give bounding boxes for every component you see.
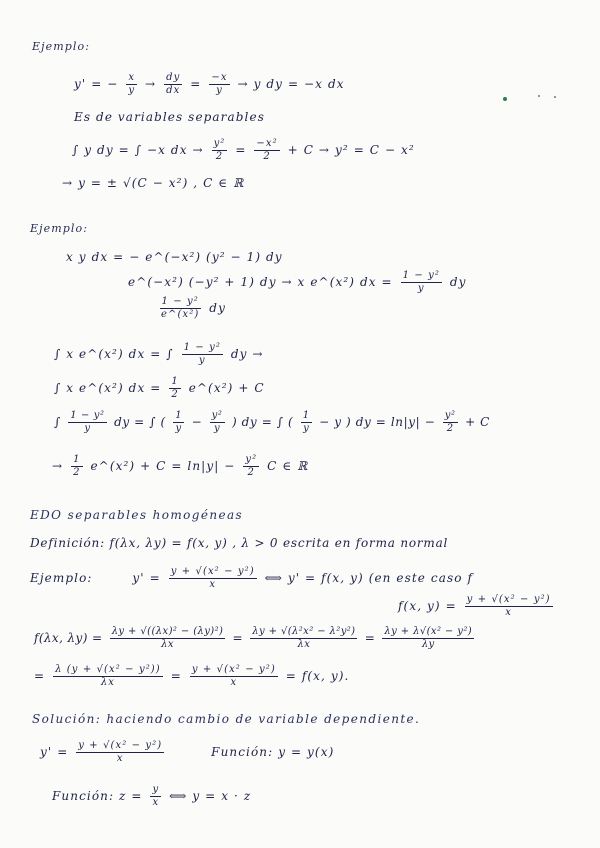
fraction	[126, 72, 137, 97]
fraction	[159, 296, 201, 321]
fraction	[210, 410, 225, 435]
text-segment: y' = −	[74, 77, 119, 91]
fraction	[209, 72, 229, 97]
denominator: 2	[446, 423, 454, 434]
numerator: y	[152, 784, 160, 795]
ex2-line7	[52, 454, 308, 479]
fraction	[150, 784, 161, 809]
text-segment: dy = ∫ (	[114, 415, 166, 429]
fraction	[401, 270, 442, 295]
numerator: λy + λ√(x² − y²)	[384, 626, 473, 637]
numerator: y²	[444, 410, 456, 421]
denominator: y	[303, 423, 310, 434]
numerator: x	[128, 72, 136, 83]
text-segment: ∫ x e^(x²) dx =	[54, 381, 162, 395]
numerator: y + √(x² − y²)	[466, 594, 551, 605]
denominator: y	[128, 85, 136, 96]
text-segment: e^(x²) + C = ln|y| −	[90, 459, 236, 473]
edo-example-line	[30, 566, 473, 591]
text-segment: f(x, y) =	[398, 599, 457, 613]
solution-heading: Solución: haciendo cambio de variable dependiente.	[32, 712, 421, 726]
text-segment: =	[232, 631, 243, 645]
ex2-line6	[54, 410, 490, 435]
fraction	[212, 138, 228, 163]
text-segment: y' =	[40, 745, 69, 759]
text-segment: =	[170, 669, 182, 683]
fraction	[465, 594, 553, 619]
fraction	[250, 626, 357, 651]
ex2-line2	[128, 270, 467, 295]
text-segment: Ejemplo:	[30, 571, 93, 585]
fraction	[110, 626, 226, 651]
fraction	[68, 410, 106, 435]
denominator: x	[152, 797, 160, 808]
denominator: λx	[100, 677, 116, 688]
text-segment: ∫	[54, 415, 61, 429]
text-segment: ⟺ y' = f(x, y) (en este caso f	[264, 571, 474, 585]
denominator: y	[198, 355, 206, 366]
example2-heading: Ejemplo:	[30, 222, 89, 235]
denominator: λy	[421, 639, 435, 650]
numerator: y²	[213, 138, 226, 149]
fraction	[443, 410, 458, 435]
denominator: 2	[247, 467, 255, 478]
ink-fleck	[554, 96, 556, 98]
numerator: 1	[73, 454, 81, 465]
edo-fxy-definition	[398, 594, 556, 619]
numerator: 1	[302, 410, 310, 421]
numerator: 1 − y²	[402, 270, 440, 281]
ink-dot	[503, 97, 507, 101]
fraction	[190, 664, 278, 689]
text-segment: →	[145, 77, 157, 91]
denominator: 2	[215, 151, 224, 162]
edo-definition: Definición: f(λx, λy) = f(x, y) , λ > 0 escrita en forma normal	[30, 536, 449, 550]
numerator: 1	[175, 410, 183, 421]
numerator: λy + √(λ²x² − λ²y²)	[252, 626, 356, 637]
example1-heading: Ejemplo:	[32, 40, 91, 53]
text-segment: dy	[209, 301, 226, 315]
denominator: λx	[161, 639, 174, 650]
ink-fleck	[538, 95, 540, 97]
fraction	[382, 626, 474, 651]
text-segment: dy →	[230, 347, 264, 361]
text-segment: Función: y = y(x)	[211, 745, 335, 759]
fraction	[53, 664, 163, 689]
text-segment: ∫ y dy = ∫ −x dx →	[72, 143, 204, 157]
fraction	[182, 342, 223, 367]
numerator: 1 − y²	[70, 410, 105, 421]
numerator: y²	[245, 454, 258, 465]
numerator: 1 − y²	[183, 342, 221, 353]
fraction	[164, 72, 182, 97]
numerator: λ (y + √(x² − y²))	[55, 664, 161, 675]
text-segment: −	[191, 415, 203, 429]
edo-homogeneity-line1	[34, 626, 477, 651]
denominator: x	[505, 607, 513, 618]
denominator: dx	[166, 85, 181, 96]
denominator: y	[84, 423, 91, 434]
denominator: x	[230, 677, 238, 688]
denominator: y	[417, 283, 425, 294]
ex1-separable-note: Es de variables separables	[74, 110, 265, 124]
denominator: y	[175, 423, 182, 434]
denominator: 2	[73, 467, 81, 478]
ex2-line1: x y dx = − e^(−x²) (y² − 1) dy	[66, 250, 283, 264]
text-segment: y' =	[132, 571, 161, 585]
section-title-edo: EDO separables homogéneas	[30, 508, 244, 522]
ex2-line3	[156, 296, 226, 321]
edo-homogeneity-line2	[34, 664, 349, 689]
fraction	[301, 410, 312, 435]
ex2-line4	[54, 342, 264, 367]
numerator: −x	[211, 72, 228, 83]
fraction	[169, 566, 257, 591]
numerator: −x²	[256, 138, 278, 149]
text-segment: + C → y² = C − x²	[287, 143, 415, 157]
denominator: 2	[263, 151, 271, 162]
fraction	[76, 740, 164, 765]
text-segment: =	[364, 631, 376, 645]
ex1-integration-line	[72, 138, 415, 163]
denominator: 2	[171, 389, 179, 400]
numerator: dy	[166, 72, 181, 83]
numerator: 1 − y²	[161, 296, 199, 307]
ex1-equation-line1	[74, 72, 345, 97]
ex1-solution-line: → y = ± √(C − x²) , C ∈ ℝ	[62, 176, 245, 190]
solution-ode-line	[40, 740, 334, 765]
text-segment: Función: z =	[52, 789, 143, 803]
text-segment: ∫ x e^(x²) dx = ∫	[54, 347, 174, 361]
fraction	[71, 454, 82, 479]
denominator: λx	[297, 639, 311, 650]
fraction	[169, 376, 180, 401]
text-segment: =	[34, 669, 46, 683]
fraction	[243, 454, 259, 479]
text-segment: f(λx, λy) =	[34, 631, 103, 645]
text-segment: =	[190, 77, 202, 91]
numerator: y²	[211, 410, 223, 421]
numerator: λy + √((λx)² − (λy)²)	[111, 626, 224, 637]
denominator: e^(x²)	[161, 309, 200, 320]
denominator: x	[116, 753, 124, 764]
solution-substitution-line	[52, 784, 251, 809]
text-segment: ) dy = ∫ (	[231, 415, 294, 429]
text-segment: C ∈ ℝ	[267, 459, 309, 473]
text-segment: →	[52, 459, 64, 473]
text-segment: ⟺ y = x · z	[169, 789, 252, 803]
text-segment: − y ) dy = ln|y| −	[319, 415, 436, 429]
denominator: x	[209, 579, 217, 590]
text-segment: e^(−x²) (−y² + 1) dy → x e^(x²) dx =	[128, 275, 393, 289]
fraction	[173, 410, 184, 435]
text-segment: dy	[449, 275, 467, 289]
numerator: 1	[171, 376, 179, 387]
ex2-line5	[54, 376, 265, 401]
fraction	[254, 138, 279, 163]
text-segment: = f(x, y).	[285, 669, 350, 683]
denominator: y	[213, 423, 221, 434]
denominator: y	[216, 85, 223, 96]
numerator: y + √(x² − y²)	[78, 740, 163, 751]
numerator: y + √(x² − y²)	[191, 664, 276, 675]
text-segment: =	[235, 143, 247, 157]
numerator: y + √(x² − y²)	[170, 566, 255, 577]
text-segment: → y dy = −x dx	[237, 77, 345, 91]
text-segment: e^(x²) + C	[188, 381, 265, 395]
text-segment: + C	[465, 415, 490, 429]
